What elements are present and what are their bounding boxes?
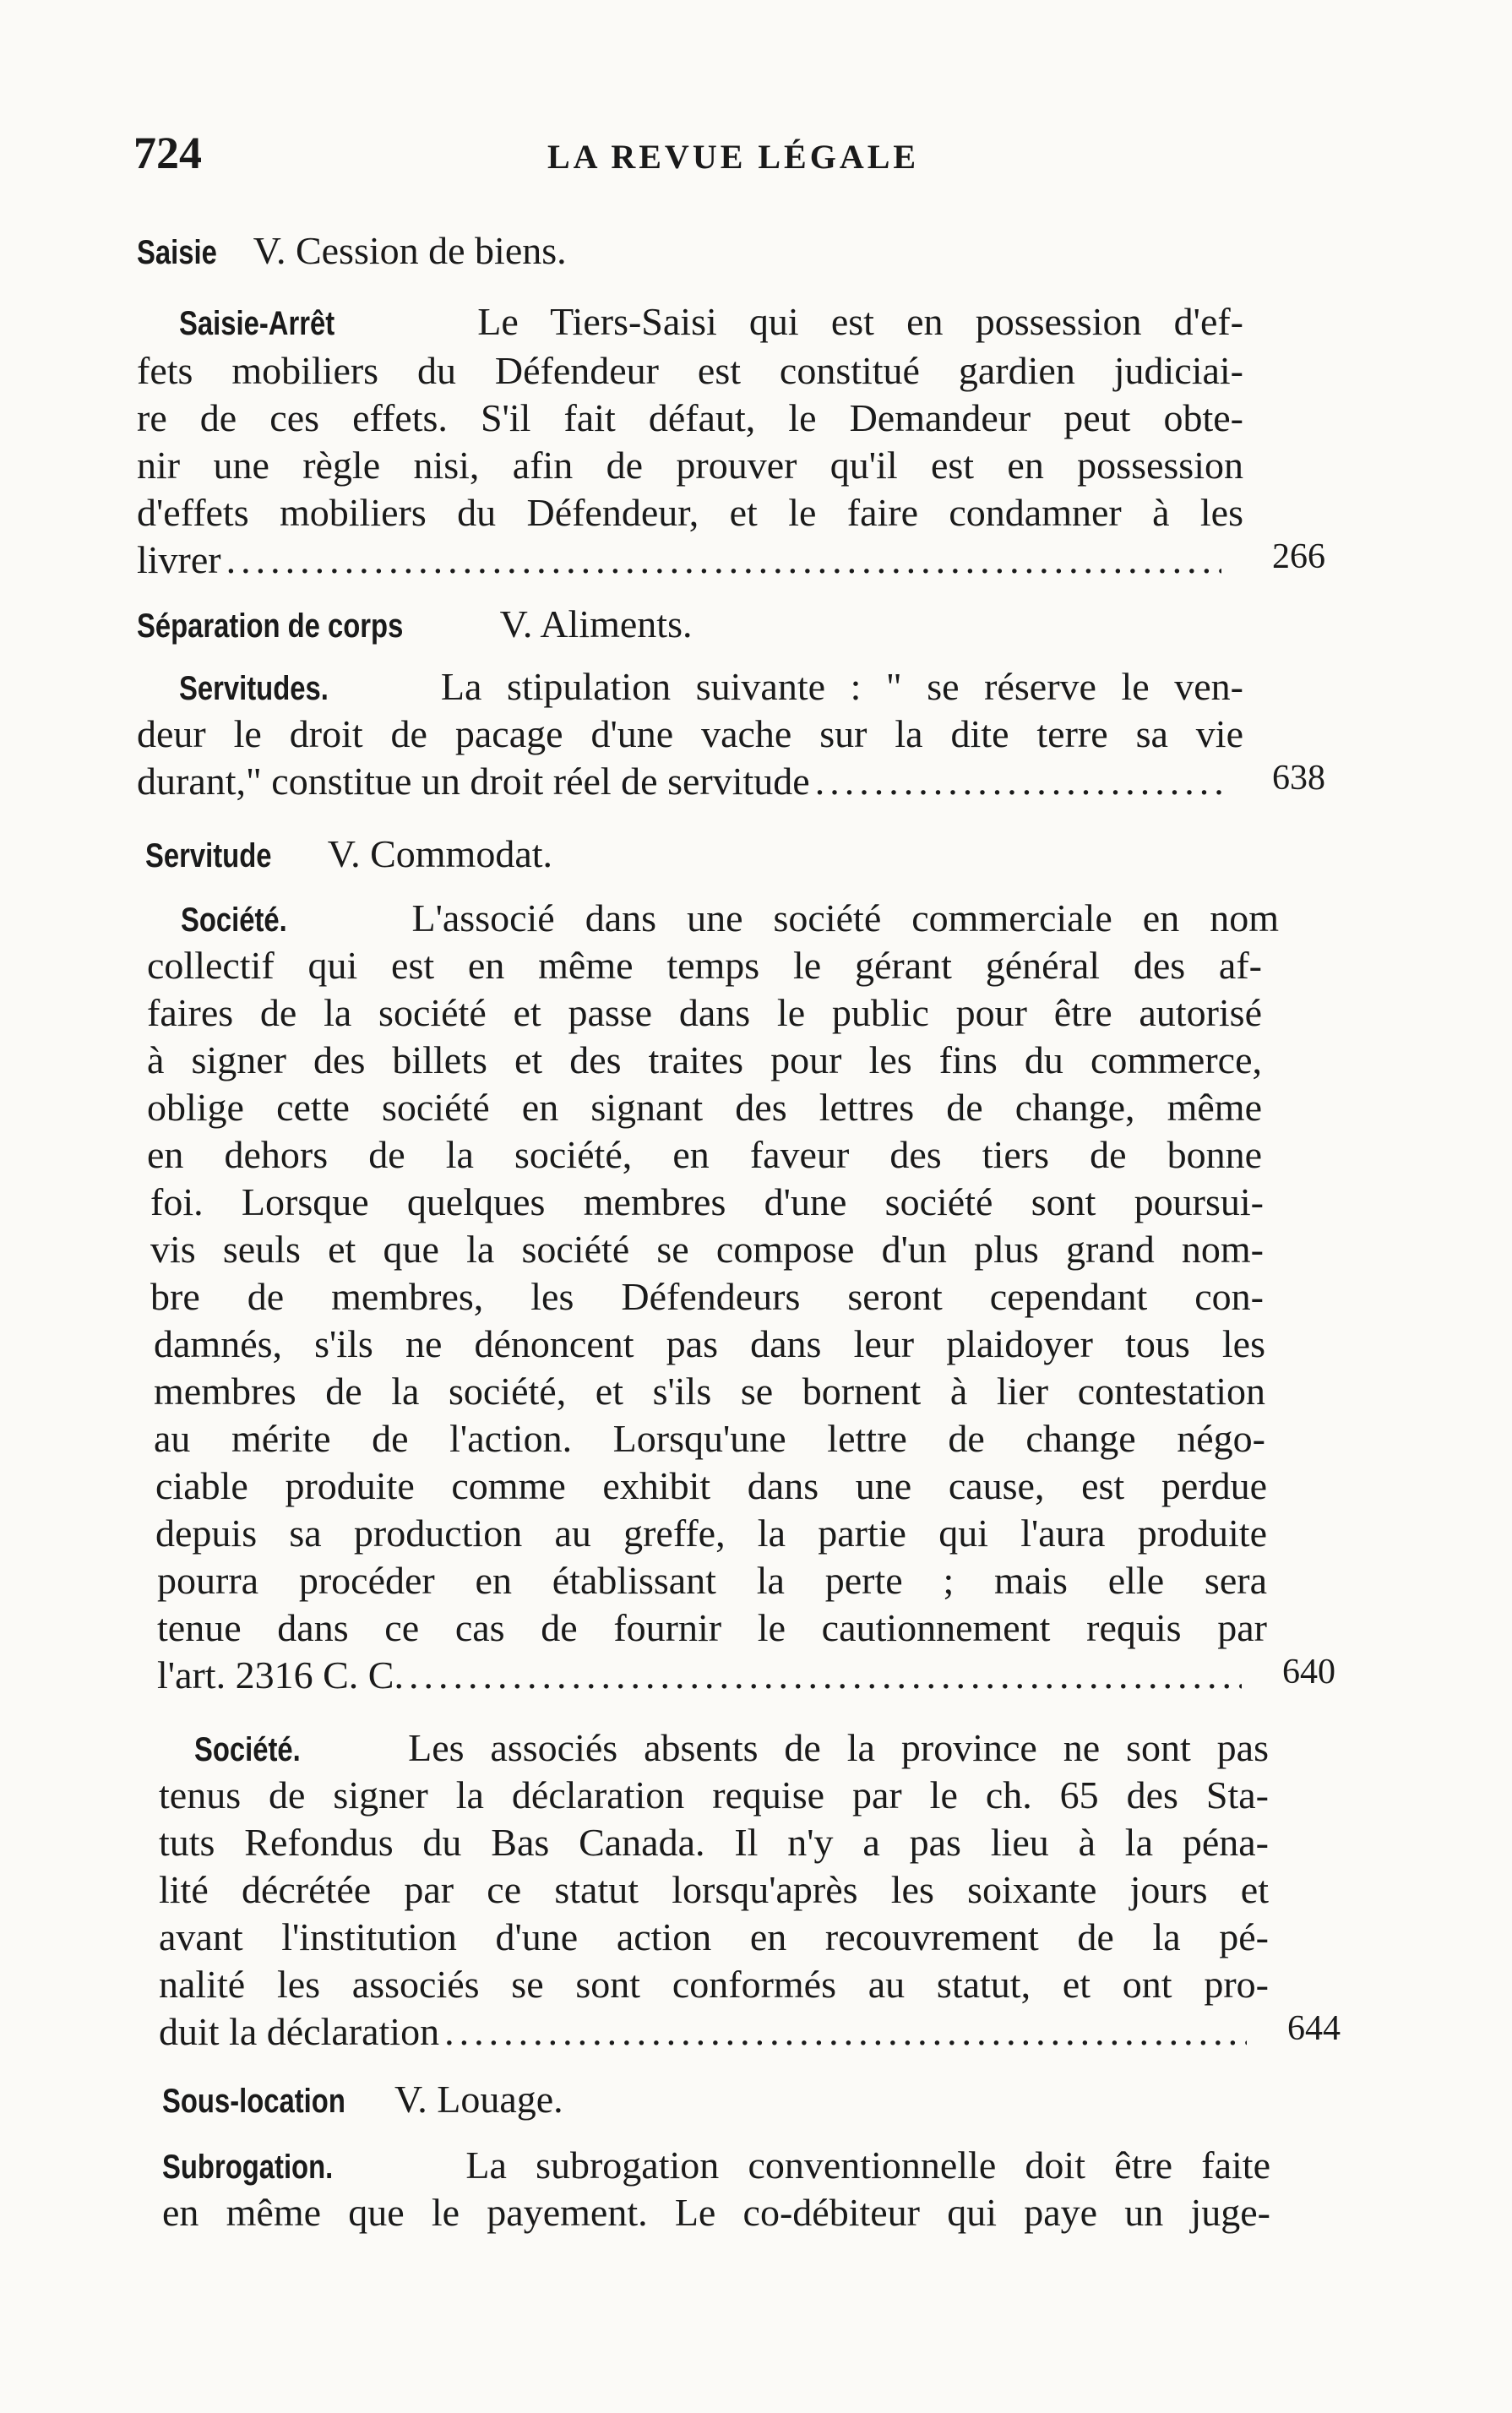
entry-saisie	[137, 226, 1319, 277]
entry-text-line: deur le droit de pacage d'une vache sur la dite terre sa vie	[137, 712, 1243, 755]
dot-leader	[815, 757, 1221, 806]
entry-text-line: en même que le payement. Le co-débiteur qui paye un juge-	[162, 2191, 1270, 2234]
cross-reference: V. Cession de biens.	[253, 229, 567, 272]
entry-text-line: tenue dans ce cas de fournir le cautionnement requis par	[157, 1606, 1267, 1649]
entry-keyword: Saisie	[137, 234, 217, 271]
dot-leader	[226, 536, 1221, 585]
entry-text-line: collectif qui est en même temps le gérant général des af-	[147, 944, 1262, 987]
dot-leader	[444, 2007, 1247, 2056]
journal-title: LA REVUE LÉGALE	[547, 138, 920, 176]
entry-text-line: en dehors de la société, en faveur des tiers de bonne	[147, 1133, 1262, 1176]
entry-last-line: l'art. 2316 C. C. .....	[157, 1651, 1264, 1700]
cross-reference: V. Commodat.	[327, 832, 553, 875]
page-reference: 644	[1287, 2009, 1341, 2048]
entry-keyword: Saisie-Arrêt	[179, 305, 335, 342]
entry-servitudes-line-1: Servitudes. La stipulation suivante : " se réserve le ven-	[179, 662, 1243, 713]
entry-text-line: à signer des billets et des traites pour les fins du commerce,	[147, 1038, 1262, 1081]
entry-text-line: nalité les associés se sont conformés au statut, et ont pro-	[159, 1963, 1269, 2006]
entry-sous-location	[162, 2075, 1345, 2126]
entry-keyword: Société.	[194, 1731, 301, 1768]
entry-keyword: Séparation de corps	[137, 607, 404, 645]
entry-keyword: Servitude	[145, 837, 272, 874]
entry-text-line: damnés, s'ils ne dénoncent pas dans leur plaidoyer tous les	[154, 1322, 1265, 1365]
entry-subrogation-line-1: Subrogation. La subrogation conventionnelle doit être faite	[162, 2141, 1270, 2192]
entry-text-line: au mérite de l'action. Lorsqu'une lettre de change négo-	[154, 1417, 1265, 1460]
entry-text-line: lité décrétée par ce statut lorsqu'après les soixante jours et	[159, 1868, 1269, 1911]
page-reference: 640	[1282, 1653, 1335, 1691]
entry-text-line: ciable produite comme exhibit dans une cause, est perdue	[155, 1464, 1267, 1507]
entry-text-line: pourra procéder en établissant la perte ; mais elle sera	[157, 1559, 1267, 1602]
entry-keyword: Société.	[181, 901, 287, 939]
entry-text-line: depuis sa production au greffe, la partie qui l'aura produite	[155, 1512, 1267, 1555]
entry-text-line: membres de la société, et s'ils se bornent à lier contestation	[154, 1370, 1265, 1413]
entry-last-line: durant," constitue un droit réel de servitude .....	[137, 757, 1243, 806]
entry-text-line: bre de membres, les Défendeurs seront cependant con-	[150, 1275, 1264, 1318]
entry-societe-1-line-1: Société. L'associé dans une société commerciale en nom	[181, 894, 1279, 945]
entry-last-line: duit la déclaration .....	[159, 2007, 1269, 2056]
entry-text-line: avant l'institution d'une action en recouvrement de la pé-	[159, 1915, 1269, 1958]
entry-keyword: Servitudes.	[179, 670, 329, 707]
running-header	[133, 127, 1316, 194]
entry-societe-2-line-1: Société. Les associés absents de la province ne sont pas	[194, 1724, 1269, 1774]
cross-reference: V. Aliments.	[499, 602, 693, 645]
cross-reference: V. Louage.	[394, 2078, 563, 2121]
entry-text-line: re de ces effets. S'il fait défaut, le Demandeur peut obte-	[137, 396, 1243, 439]
page-reference: 266	[1272, 537, 1325, 576]
page-number: 724	[133, 128, 202, 178]
entry-servitude	[145, 830, 1328, 880]
entry-separation-de-corps	[137, 600, 1319, 651]
entry-text-line: faires de la société et passe dans le public pour être autorisé	[147, 991, 1262, 1034]
entry-keyword: Subrogation.	[162, 2149, 334, 2186]
entry-text-line: d'effets mobiliers du Défendeur, et le faire condamner à les	[137, 491, 1243, 534]
entry-text-line: fets mobiliers du Défendeur est constitué gardien judiciai-	[137, 349, 1243, 392]
dot-leader	[409, 1651, 1242, 1700]
entry-saisie-arret-line-1: Saisie-Arrêt Le Tiers-Saisi qui est en possession d'ef-	[179, 297, 1243, 348]
entry-text-line: oblige cette société en signant des lettres de change, même	[147, 1086, 1262, 1129]
entry-text-line: tenus de signer la déclaration requise par le ch. 65 des Sta-	[159, 1773, 1269, 1817]
entry-text-line: foi. Lorsque quelques membres d'une société sont poursui-	[150, 1180, 1264, 1223]
entry-text-line: tuts Refondus du Bas Canada. Il n'y a pas lieu à la péna-	[159, 1821, 1269, 1864]
entry-text-line: nir une règle nisi, afin de prouver qu'il est en possession	[137, 444, 1243, 487]
page-reference: 638	[1272, 759, 1325, 798]
entry-last-line: livrer .....	[137, 536, 1243, 585]
entry-text-line: vis seuls et que la société se compose d'un plus grand nom-	[150, 1228, 1264, 1271]
entry-keyword: Sous-location	[162, 2083, 345, 2120]
